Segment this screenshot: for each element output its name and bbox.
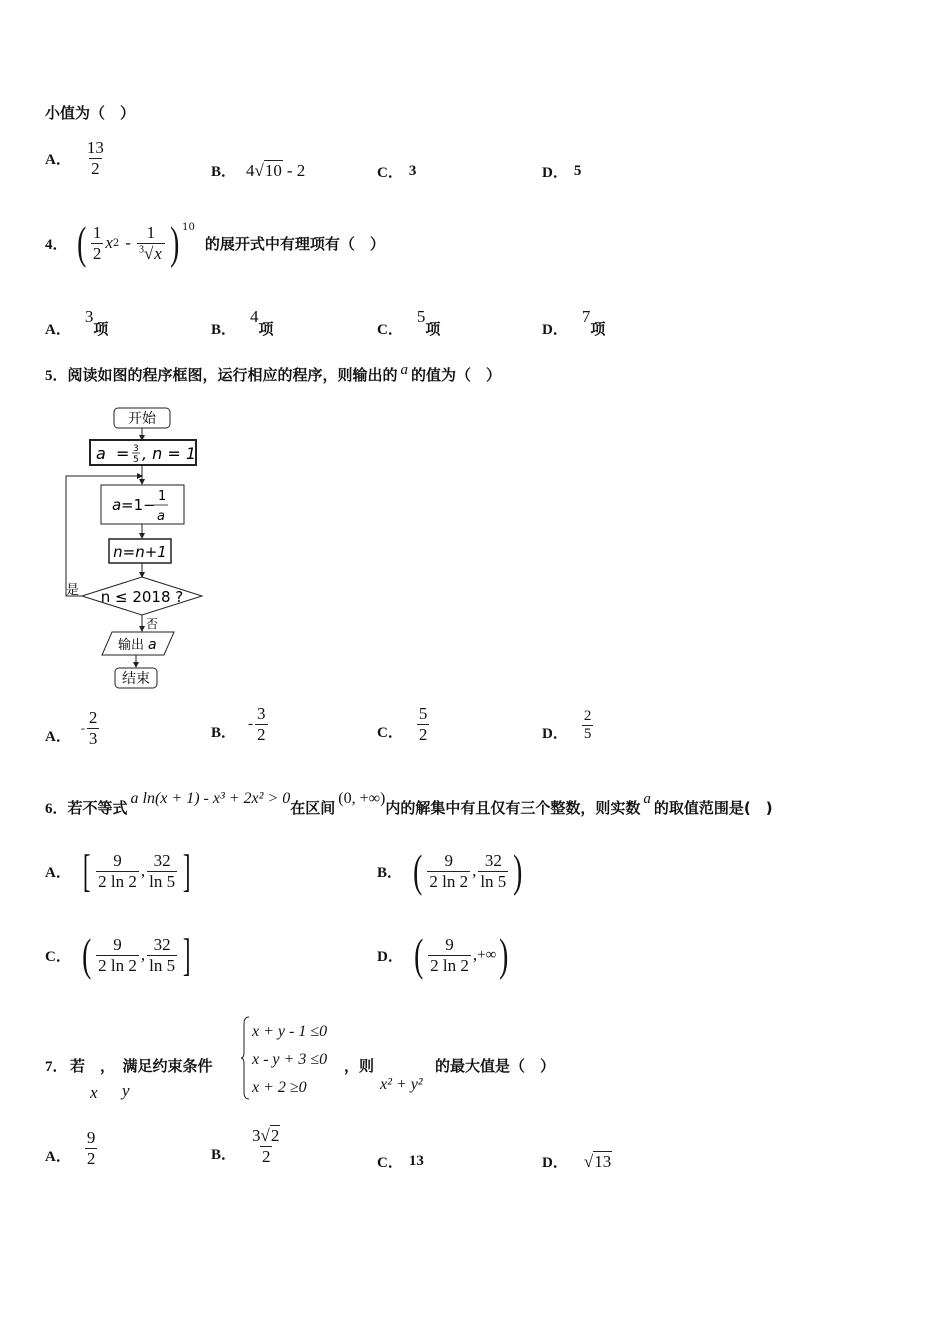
init-num: 3 — [133, 444, 139, 454]
option-value: 3 — [84, 306, 94, 326]
q6-text-c: 内的解集中有且仅有三个整数，则实数 — [385, 799, 641, 817]
option-label: A． — [45, 728, 71, 745]
q3-option-a[interactable] — [45, 138, 108, 178]
q7-option-a[interactable] — [45, 1128, 99, 1168]
fraction — [85, 1128, 98, 1168]
output-var: a — [148, 637, 157, 653]
right-bracket: ] — [182, 845, 191, 896]
q3-stem-tail: 小值为（ ） — [45, 104, 136, 122]
var-x: x — [105, 233, 113, 252]
numerator — [250, 1126, 282, 1146]
numerator: 32 — [484, 850, 502, 870]
inequality: a ln(x + 1) - x³ + 2x² > 0 — [130, 790, 291, 807]
comma: , — [140, 861, 146, 880]
fraction-2 — [147, 935, 177, 975]
fraction-2 — [147, 851, 177, 891]
fraction — [250, 1126, 282, 1166]
denominator: ln 5 — [480, 871, 507, 891]
q4-text: 的展开式中有理项有（ ） — [204, 234, 385, 253]
denominator: 2 ln 2 — [98, 955, 137, 975]
constraint-2: x - y + 3 ≤0 — [252, 1051, 328, 1068]
q6-text-d: 的取值范围是( ) — [653, 799, 773, 817]
denominator: 2 ln 2 — [430, 955, 469, 975]
denominator: 2 ln 2 — [98, 871, 137, 891]
fraction-1 — [427, 851, 470, 891]
denominator: ln 5 — [149, 871, 176, 891]
var-a: a — [643, 791, 651, 807]
coef: 4 — [246, 160, 255, 180]
option-label: B． — [377, 864, 403, 881]
option-label: C． — [377, 322, 403, 338]
option-value: 4 — [250, 306, 259, 326]
option-unit: 项 — [258, 320, 274, 338]
right-paren: ) — [499, 929, 509, 980]
q3-option-b[interactable] — [211, 160, 305, 181]
numerator: 9 — [444, 850, 453, 870]
option-value: 3 — [408, 163, 417, 179]
q5-text-b: 的值为（ ） — [411, 366, 502, 384]
var-a: a — [400, 362, 409, 378]
fraction — [85, 138, 106, 178]
interval: (0, +∞) — [338, 790, 386, 807]
left-paren: ( — [81, 929, 92, 980]
left-bracket: [ — [82, 845, 91, 896]
denominator: $^3$√x — [137, 243, 165, 264]
option-unit: 项 — [590, 320, 606, 338]
q5-option-b[interactable] — [211, 704, 270, 744]
no-label: 否 — [146, 617, 159, 631]
denominator: 3 — [88, 728, 98, 748]
infinity: +∞ — [477, 946, 497, 963]
q7-option-c[interactable] — [377, 1151, 424, 1172]
option-label: B． — [211, 724, 237, 741]
option-sign: - — [80, 720, 85, 735]
fraction-1 — [96, 851, 139, 891]
fraction-1 — [96, 935, 139, 975]
right-bracket: ] — [182, 929, 191, 980]
minus: - — [125, 233, 131, 252]
left-paren: ( — [76, 217, 86, 268]
option-label: C． — [45, 948, 71, 965]
option-label: B． — [211, 322, 237, 338]
start-label: 开始 — [128, 411, 156, 427]
step1-mid: =1− — [121, 496, 156, 514]
left-paren: ( — [413, 845, 423, 896]
numerator: 32 — [153, 850, 171, 870]
q7-text-a: 若 ， 满足约束条件 — [70, 1057, 213, 1075]
radicand: 2 — [270, 1126, 280, 1145]
flowchart — [60, 402, 220, 694]
denominator: 2 — [261, 1146, 271, 1166]
q6-option-b[interactable] — [377, 845, 526, 896]
q7-text-b: ，则 — [344, 1057, 375, 1075]
step2-label: n=n+1 — [113, 543, 167, 561]
option-label: C． — [377, 165, 403, 181]
decision-label: n ≤ 2018 ? — [100, 588, 184, 606]
fraction — [255, 704, 268, 744]
option-label: A． — [45, 151, 71, 168]
right-paren: ) — [169, 217, 180, 268]
denominator: ln 5 — [149, 955, 176, 975]
q7-text-c: 的最大值是（ ） — [435, 1057, 556, 1075]
option-sign: - — [248, 715, 254, 732]
objective: x² + y² — [380, 1076, 423, 1093]
right-paren: ) — [513, 845, 523, 896]
coef: 3 — [252, 1126, 261, 1145]
numerator: 9 — [113, 850, 122, 870]
q3-option-d[interactable] — [542, 161, 581, 182]
q4-stem — [45, 217, 385, 268]
init-a: a — [96, 444, 106, 463]
exponent: 2 — [112, 237, 120, 249]
q6-text-b: 在区间 — [290, 799, 336, 817]
option-unit: 项 — [425, 320, 441, 338]
q4-option-b[interactable] — [211, 304, 274, 339]
option-label: A． — [45, 322, 71, 338]
question-number: 4． — [45, 236, 68, 253]
q6-option-a[interactable] — [45, 845, 194, 896]
q4-option-c[interactable] — [377, 304, 440, 339]
comma: , — [140, 945, 146, 964]
denominator: 5 — [583, 726, 592, 743]
sqrt-icon: √ — [254, 160, 264, 180]
option-label: C． — [377, 1155, 403, 1171]
q5-text-a: 阅读如图的程序框图，运行相应的程序，则输出的 — [67, 366, 398, 384]
q4-option-a[interactable] — [45, 304, 108, 339]
q5-stem — [45, 362, 501, 387]
numerator: 2 — [88, 708, 98, 727]
comma: , — [472, 945, 478, 964]
option-label: C． — [377, 724, 403, 741]
init-n: , n = 1 — [142, 444, 197, 463]
denominator: 2 — [91, 158, 100, 178]
constraint-1: x + y - 1 ≤0 — [252, 1023, 328, 1040]
end-label: 结束 — [122, 671, 150, 687]
q5-option-a[interactable] — [45, 708, 101, 748]
option-label: D． — [542, 322, 568, 338]
q6-stem — [45, 790, 773, 818]
q7-option-b[interactable] — [211, 1126, 284, 1166]
q4-option-d[interactable] — [542, 304, 605, 339]
numerator: 1 — [146, 222, 156, 242]
denominator: 2 ln 2 — [429, 871, 469, 891]
constraint-list — [252, 1018, 327, 1102]
comma: , — [472, 861, 477, 880]
q6-option-d[interactable] — [377, 929, 512, 980]
q6-option-c[interactable] — [45, 929, 194, 980]
option-value: 7 — [581, 306, 591, 326]
radicand: 13 — [594, 1152, 612, 1171]
fraction — [87, 708, 100, 748]
step1-den: a — [157, 509, 165, 524]
option-label: D． — [542, 1155, 568, 1171]
denominator: 2 — [86, 1148, 96, 1168]
option-label: D． — [542, 165, 568, 181]
yes-label: 是 — [66, 583, 80, 598]
radicand: 10 — [264, 161, 282, 180]
numerator: 9 — [113, 934, 122, 954]
option-label: B． — [211, 164, 237, 180]
option-value: 13 — [408, 1153, 424, 1169]
q3-option-c[interactable] — [377, 161, 416, 182]
question-number: 6． — [45, 801, 68, 817]
power: 10 — [182, 222, 195, 233]
numerator: 3 — [257, 704, 266, 723]
sqrt-icon: √ — [583, 1151, 594, 1171]
numerator: 5 — [418, 704, 428, 723]
step1-lhs: a — [112, 496, 122, 514]
numerator: 32 — [153, 934, 171, 954]
denominator: 2 — [257, 724, 266, 744]
constraint-3: x + 2 ≥0 — [252, 1079, 307, 1096]
numerator: 9 — [86, 1128, 96, 1147]
denominator: 2 — [92, 243, 102, 263]
root-index: 3 — [138, 243, 144, 255]
var-x: x — [90, 1083, 98, 1102]
fraction — [582, 708, 594, 744]
output-label: 输出 — [118, 638, 145, 653]
sqrt-icon: √ — [260, 1126, 270, 1145]
tail: - 2 — [286, 160, 306, 180]
fraction-half — [91, 223, 104, 263]
var-y: y — [122, 1081, 130, 1100]
option-label: D． — [377, 948, 403, 965]
q5-option-c[interactable] — [377, 704, 431, 744]
fraction-1 — [428, 935, 471, 975]
question-number: 7． — [45, 1059, 68, 1075]
numerator: 2 — [583, 708, 592, 724]
left-paren: ( — [413, 929, 424, 980]
step1-num: 1 — [158, 489, 167, 504]
numerator: 13 — [86, 138, 104, 157]
init-eq: = — [116, 444, 130, 463]
option-value: 5 — [573, 163, 582, 179]
numerator: 1 — [92, 222, 102, 242]
option-value: 5 — [416, 306, 426, 326]
option-label: A． — [45, 1148, 71, 1165]
fraction — [417, 704, 430, 744]
option-unit: 项 — [93, 320, 109, 338]
denominator: 2 — [418, 724, 428, 744]
option-label: A． — [45, 864, 71, 881]
q6-text-a: 若不等式 — [67, 799, 128, 817]
left-brace — [240, 1016, 250, 1100]
q7-option-d[interactable] — [542, 1151, 612, 1172]
fraction-root — [137, 223, 165, 263]
option-label: D． — [542, 726, 568, 743]
q5-option-d[interactable] — [542, 708, 595, 744]
question-number: 5． — [45, 368, 68, 384]
option-label: B． — [211, 1146, 237, 1163]
numerator: 9 — [445, 934, 454, 954]
init-den: 5 — [133, 455, 139, 465]
fraction-2 — [478, 851, 508, 891]
root-var: x — [154, 243, 162, 263]
